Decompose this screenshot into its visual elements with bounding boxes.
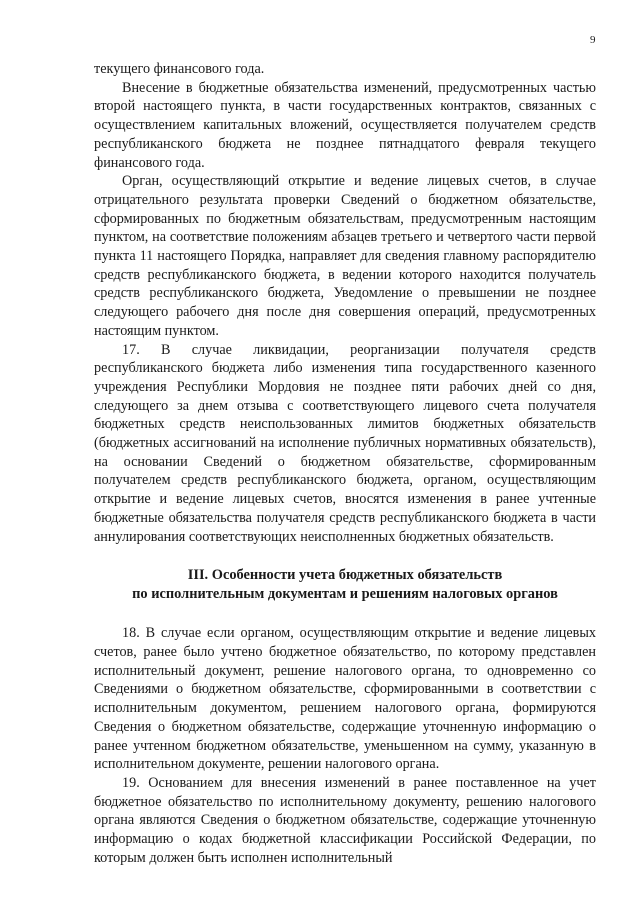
paragraph: Орган, осуществляющий открытие и ведение лицевых счетов, в случае отрицательного результата проверки Сведений о бюджетном обязательстве, сформированных по бюджетным обязательствам, предусмотренным настоящим пунктом, на соответствие положениям абзацев третьего и четвертого части первой пункта 11 настоящего Порядка, направляет для сведения главному распорядителю средств республиканского бюджета, в ведении которого находится получатель средств республиканского бюджета, Уведомление о превышении не позднее следующего рабочего дня после дня совершения операций, предусмотренных настоящим пунктом. <box>94 173 596 339</box>
section-heading-line-2: по исполнительным документам и решениям налоговых органов <box>132 586 558 603</box>
paragraph-item-18: 18. В случае если органом, осуществляющим открытие и ведение лицевых счетов, ранее было учтено бюджетное обязательство, по которому представлен исполнительный документ, решение налогового органа, то одновременно со Сведениями о бюджетном обязательстве, сформированными в соответствии с исполнительным документом, решением налогового органа, формируются Сведения о бюджетном обязательстве, содержащие уточненную информацию о ранее учтенном бюджетном обязательстве, уменьшенном на сумму, указанную в исполнительном документе, решении налогового органа. <box>94 625 596 773</box>
paragraph-item-19: 19. Основанием для внесения изменений в ранее поставленное на учет бюджетное обязательство по исполнительному документу, решению налогового органа являются Сведения о бюджетном обязательстве, содержащие уточненную информацию о кодах бюджетной классификации Российской Федерации, по которым должен быть исполнен исполнительный <box>94 774 596 866</box>
document-body <box>94 60 596 867</box>
section-heading-line-1: III. Особенности учета бюджетных обязательств <box>187 567 503 584</box>
paragraph-continuation: текущего финансового года. <box>94 61 265 77</box>
page-number: 9 <box>590 34 596 46</box>
paragraph-item-17: 17. В случае ликвидации, реорганизации получателя средств республиканского бюджета либо изменения типа государственного казенного учреждения Республики Мордовия не позднее пяти рабочих дней со дня, следующего за днем отзыва с соответствующего лицевого счета получателя бюджетных средств неиспользованных лимитов бюджетных обязательств (бюджетных ассигнований на исполнение публичных нормативных обязательств), на основании Сведений о бюджетном обязательстве, сформированным получателем средств республиканского бюджета, органом, осуществляющим открытие и ведение лицевых счетов, вносятся изменения в ранее учтенные бюджетные обязательства получателя средств республиканского бюджета в части аннулирования соответствующих неисполненных бюджетных обязательств. <box>94 341 596 545</box>
section-heading <box>94 566 596 604</box>
paragraph: Внесение в бюджетные обязательства изменений, предусмотренных частью второй настоящего пункта, в части государственных контрактов, связанных с осуществлением капитальных вложений, осуществляется получателем средств республиканского бюджета не позднее пятнадцатого февраля текущего финансового года. <box>94 79 596 171</box>
